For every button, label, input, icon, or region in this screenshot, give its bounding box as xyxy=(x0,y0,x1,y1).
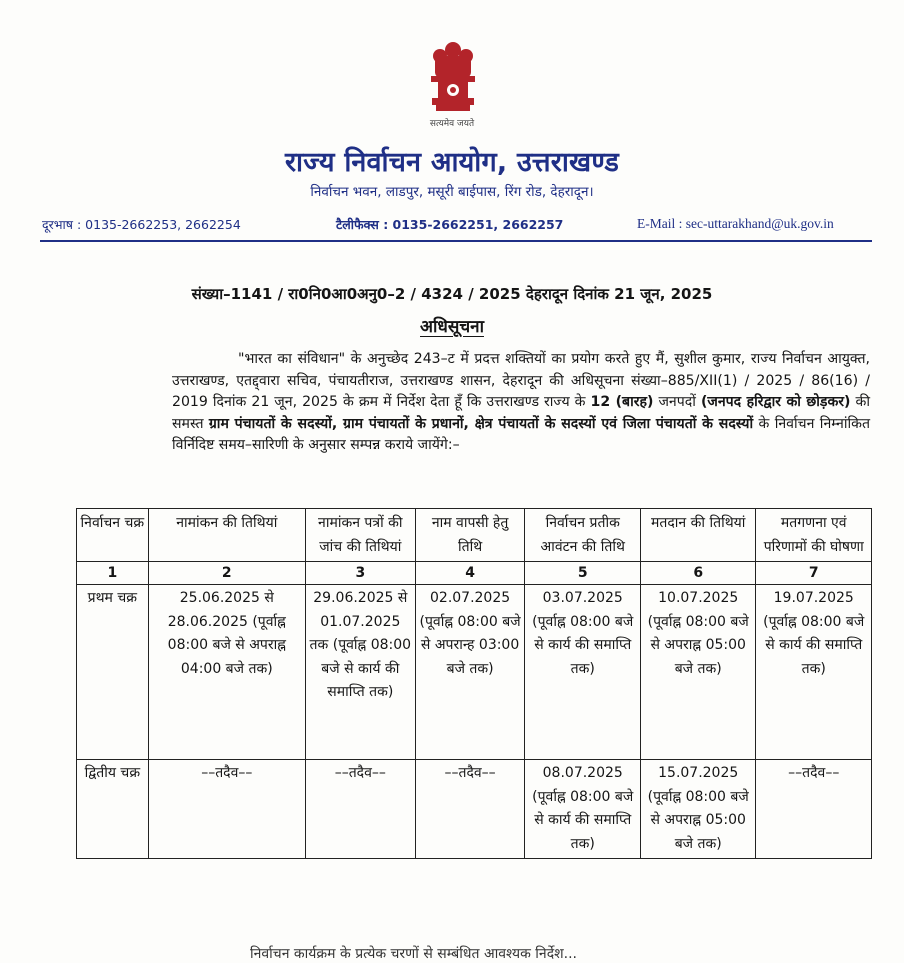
column-number: 3 xyxy=(305,562,415,585)
reference-number: संख्या–1141 / रा0नि0आ0अनु0–2 / 4324 / 2025 देहरादून दिनांक 21 जून, 2025 xyxy=(191,285,713,303)
column-number-row xyxy=(77,562,872,585)
cell-phase: द्वितीय चक्र xyxy=(77,760,149,859)
cell-withdrawal: 02.07.2025 (पूर्वाह्न 08:00 बजे से अपरान्ह 03:00 बजे तक) xyxy=(415,585,525,760)
table-row xyxy=(77,585,872,760)
cell-counting: 19.07.2025 (पूर्वाह्न 08:00 बजे से कार्य की समाप्ति तक) xyxy=(756,585,872,760)
email-address: E-Mail : sec-uttarakhand@uk.gov.in xyxy=(637,216,834,231)
header-nomination: नामांकन की तिथियां xyxy=(148,509,305,562)
column-number: 2 xyxy=(148,562,305,585)
notification-title-text: अधिसूचना xyxy=(420,317,484,337)
header-symbol: निर्वाचन प्रतीक आवंटन की तिथि xyxy=(525,509,640,562)
cell-symbol: 08.07.2025 (पूर्वाह्न 08:00 बजे से कार्य की समाप्ति तक) xyxy=(525,760,640,859)
header-counting: मतगणना एवं परिणामों की घोषणा xyxy=(756,509,872,562)
cell-polling: 15.07.2025 (पूर्वाह्न 08:00 बजे से अपराह्न 05:00 बजे तक) xyxy=(640,760,755,859)
cut-off-text: निर्वाचन कार्यक्रम के प्रत्येक चरणों से सम्बंधित आवश्यक निर्देश... xyxy=(250,946,578,962)
column-number: 4 xyxy=(415,562,525,585)
header-scrutiny: नामांकन पत्रों की जांच की तिथियां xyxy=(305,509,415,562)
election-schedule-table xyxy=(76,508,872,859)
organization-address: निर्वाचन भवन, लाडपुर, मसूरी बाईपास, रिंग रोड, देहरादून। xyxy=(310,184,594,200)
cell-polling: 10.07.2025 (पूर्वाह्न 08:00 बजे से अपराह्न 05:00 बजे तक) xyxy=(640,585,755,760)
cell-scrutiny: 29.06.2025 से 01.07.2025 तक (पूर्वाह्न 08:00 बजे से कार्य की समाप्ति तक) xyxy=(305,585,415,760)
notice-text-1: "भारत का संविधान" के अनुच्छेद 243–ट में प्रदत्त शक्तियों का प्रयोग करते हुए मैं, सुशील कुमार, राज्य निर्वाचन आयुक्त, उत्तराखण्ड, एतद्द्वारा सचिव, पंचायतीराज, उत्तराखण्ड शासन, देहरादून की अधिसूचना संख्या–885/XII(1) / 2025 / 86(16) / 2019 दिनांक 21 जून, 2025 के क्रम में निर्देश देता हूँ कि उत्तराखण्ड राज्य के xyxy=(172,351,870,411)
fax-numbers: टैलीफैक्स : 0135-2662251, 2662257 xyxy=(336,217,564,232)
cell-counting: ––तदैव–– xyxy=(756,760,872,859)
notice-body xyxy=(172,349,870,457)
notice-text-3: की समस्त xyxy=(172,394,871,432)
cell-nomination: ––तदैव–– xyxy=(148,760,305,859)
header-polling: मतदान की तिथियां xyxy=(640,509,755,562)
header-divider xyxy=(40,240,872,242)
notice-text-exclusion: (जनपद हरिद्वार को छोड़कर) xyxy=(700,394,851,411)
notice-text-districts: 12 (बारह) xyxy=(590,394,654,411)
notice-text-posts: ग्राम पंचायतों के सदस्यों, ग्राम पंचायतों के प्रधानों, क्षेत्र पंचायतों के सदस्यों एवं जिला पंचायतों के सदस्यों xyxy=(208,415,754,432)
header-withdrawal: नाम वापसी हेतु तिथि xyxy=(415,509,525,562)
column-number: 6 xyxy=(640,562,755,585)
cell-nomination: 25.06.2025 से 28.06.2025 (पूर्वाह्न 08:00 बजे से अपराह्न 04:00 बजे तक) xyxy=(148,585,305,760)
cell-symbol: 03.07.2025 (पूर्वाह्न 08:00 बजे से कार्य की समाप्ति तक) xyxy=(525,585,640,760)
notice-text-4: के निर्वाचन निम्नांकित विर्निदिष्ट समय–सारिणी के अनुसार सम्पन्न कराये जायेंगे:– xyxy=(172,415,870,454)
notification-title xyxy=(0,314,904,337)
phone-numbers: दूरभाष : 0135-2662253, 2662254 xyxy=(42,217,241,232)
motto: सत्यमेव जयते xyxy=(429,119,475,129)
column-number: 7 xyxy=(756,562,872,585)
cell-scrutiny: ––तदैव–– xyxy=(305,760,415,859)
cell-phase: प्रथम चक्र xyxy=(77,585,149,760)
column-number: 5 xyxy=(525,562,640,585)
header-phase: निर्वाचन चक्र xyxy=(77,509,149,562)
table-header-row xyxy=(77,509,872,562)
notice-text-2: जनपदों xyxy=(653,394,701,411)
organization-title: राज्य निर्वाचन आयोग, उत्तराखण्ड xyxy=(284,147,619,178)
column-number: 1 xyxy=(77,562,149,585)
table-row xyxy=(77,760,872,859)
cell-withdrawal: ––तदैव–– xyxy=(415,760,525,859)
